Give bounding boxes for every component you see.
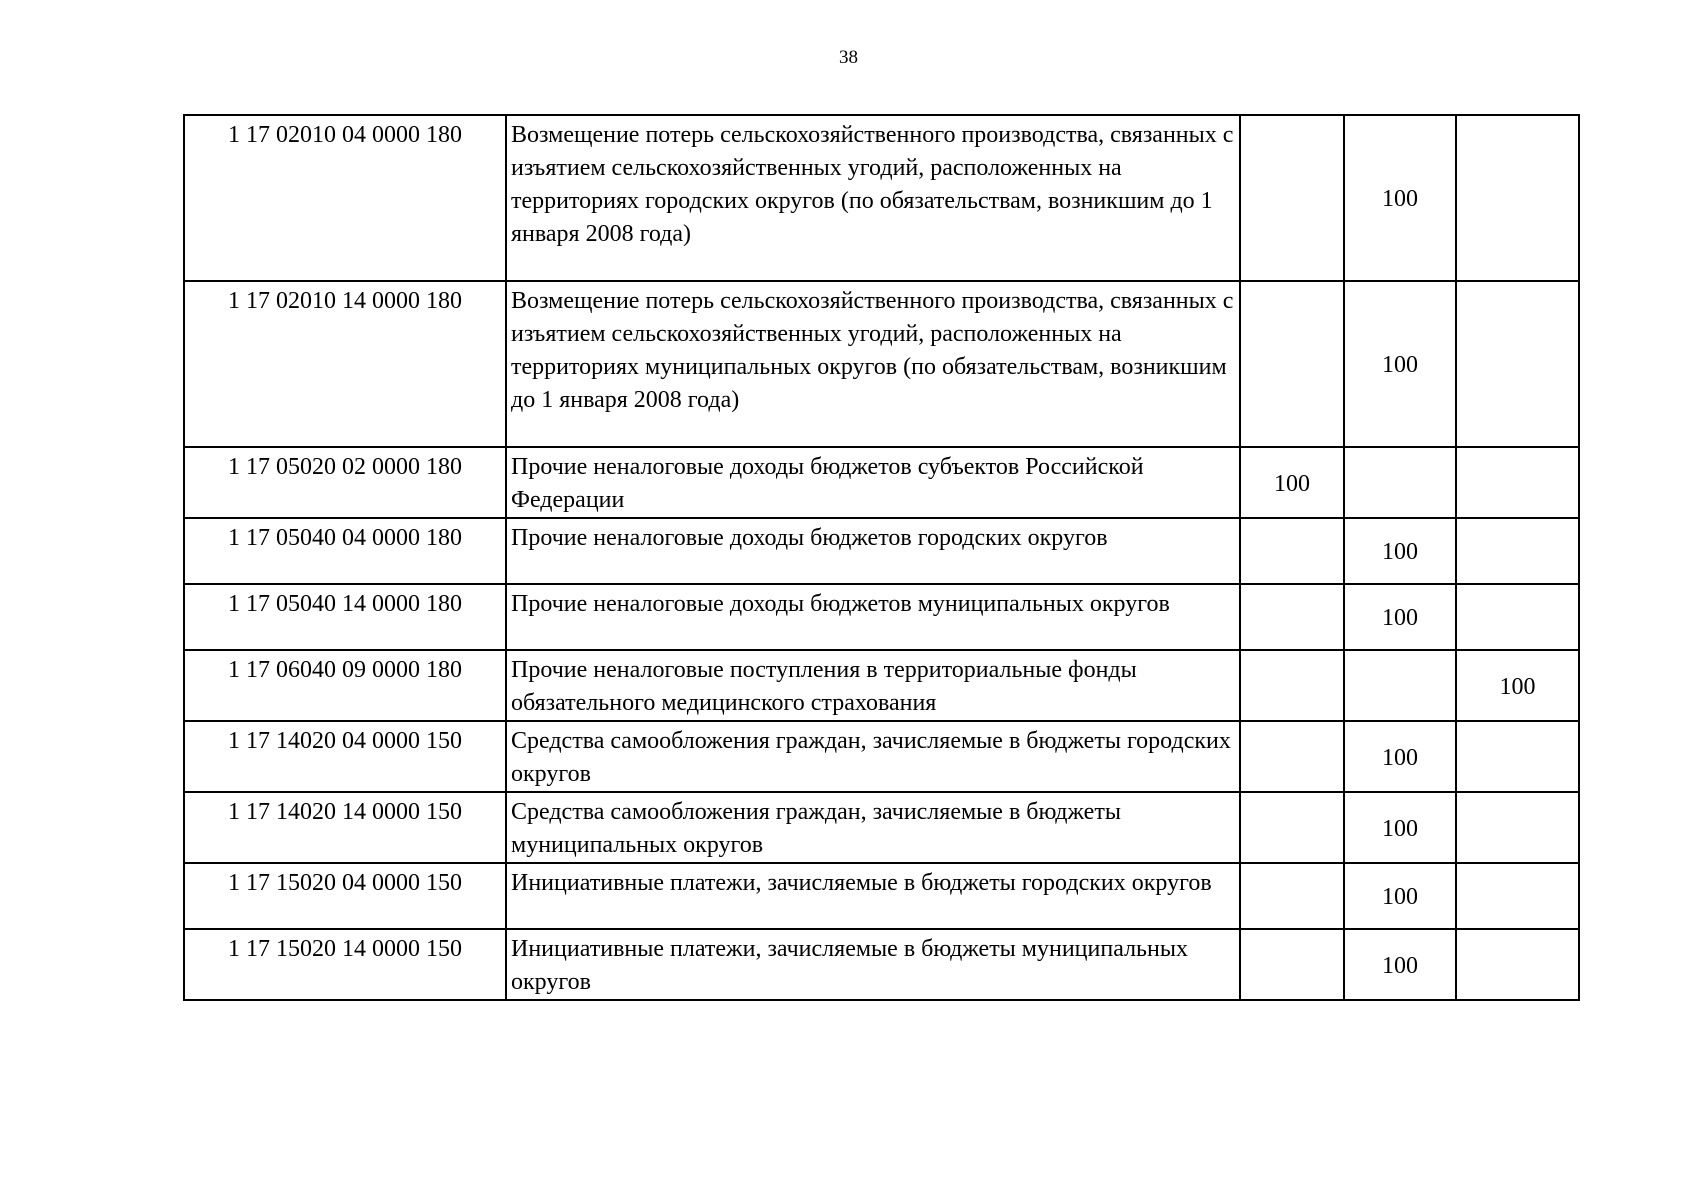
revenue-description-cell: Средства самообложения граждан, зачисляемые в бюджеты городских округов: [506, 721, 1240, 792]
norm-column-3-cell: [1456, 115, 1579, 281]
norm-column-2-cell: [1344, 447, 1456, 518]
revenue-description-cell: Возмещение потерь сельскохозяйственного производства, связанных с изъятием сельскохозяйственных угодий, расположенных на территориях муниципальных округов (по обязательствам, возникшим до 1 января 2008 года): [506, 281, 1240, 447]
budget-code-cell: 1 17 05040 04 0000 180: [184, 518, 506, 584]
norm-column-2-cell: 100: [1344, 792, 1456, 863]
norm-column-1-cell: [1240, 721, 1344, 792]
revenue-description-cell: Прочие неналоговые доходы бюджетов субъектов Российской Федерации: [506, 447, 1240, 518]
revenue-description-cell: Инициативные платежи, зачисляемые в бюджеты муниципальных округов: [506, 929, 1240, 1000]
table-row: [184, 863, 1579, 929]
budget-code-cell: 1 17 15020 04 0000 150: [184, 863, 506, 929]
budget-code-cell: 1 17 06040 09 0000 180: [184, 650, 506, 721]
norm-column-1-cell: [1240, 929, 1344, 1000]
norm-column-2-cell: 100: [1344, 929, 1456, 1000]
table-row: [184, 518, 1579, 584]
norm-column-3-cell: [1456, 584, 1579, 650]
norm-column-2-cell: 100: [1344, 281, 1456, 447]
norm-column-2-cell: 100: [1344, 518, 1456, 584]
budget-code-cell: 1 17 14020 04 0000 150: [184, 721, 506, 792]
norm-column-1-cell: [1240, 863, 1344, 929]
table-row: [184, 721, 1579, 792]
norm-column-3-cell: [1456, 281, 1579, 447]
table-row: [184, 792, 1579, 863]
norm-column-3-cell: [1456, 721, 1579, 792]
norm-column-1-cell: [1240, 518, 1344, 584]
budget-code-cell: 1 17 05020 02 0000 180: [184, 447, 506, 518]
table-row: [184, 929, 1579, 1000]
table-row: [184, 447, 1579, 518]
table-row: [184, 281, 1579, 447]
norm-column-2-cell: 100: [1344, 721, 1456, 792]
revenue-description-cell: Прочие неналоговые доходы бюджетов муниципальных округов: [506, 584, 1240, 650]
budget-code-cell: 1 17 14020 14 0000 150: [184, 792, 506, 863]
revenue-description-cell: Прочие неналоговые поступления в территориальные фонды обязательного медицинского страхования: [506, 650, 1240, 721]
norm-column-2-cell: 100: [1344, 863, 1456, 929]
norm-column-1-cell: [1240, 650, 1344, 721]
revenue-description-cell: Возмещение потерь сельскохозяйственного производства, связанных с изъятием сельскохозяйственных угодий, расположенных на территориях городских округов (по обязательствам, возникшим до 1 января 2008 года): [506, 115, 1240, 281]
norm-column-2-cell: 100: [1344, 584, 1456, 650]
budget-code-cell: 1 17 05040 14 0000 180: [184, 584, 506, 650]
norm-column-1-cell: [1240, 792, 1344, 863]
norm-column-2-cell: 100: [1344, 115, 1456, 281]
revenue-description-cell: Прочие неналоговые доходы бюджетов городских округов: [506, 518, 1240, 584]
norm-column-3-cell: [1456, 518, 1579, 584]
norm-column-2-cell: [1344, 650, 1456, 721]
norm-column-1-cell: [1240, 281, 1344, 447]
norm-column-3-cell: 100: [1456, 650, 1579, 721]
budget-code-cell: 1 17 02010 14 0000 180: [184, 281, 506, 447]
norm-column-3-cell: [1456, 929, 1579, 1000]
norm-column-3-cell: [1456, 447, 1579, 518]
table-row: [184, 584, 1579, 650]
table-row: [184, 650, 1579, 721]
revenue-distribution-table: [183, 114, 1580, 1001]
table-row: [184, 115, 1579, 281]
budget-code-cell: 1 17 02010 04 0000 180: [184, 115, 506, 281]
revenue-description-cell: Инициативные платежи, зачисляемые в бюджеты городских округов: [506, 863, 1240, 929]
norm-column-3-cell: [1456, 792, 1579, 863]
budget-code-cell: 1 17 15020 14 0000 150: [184, 929, 506, 1000]
page-number: 38: [839, 47, 858, 68]
norm-column-1-cell: 100: [1240, 447, 1344, 518]
norm-column-1-cell: [1240, 115, 1344, 281]
norm-column-3-cell: [1456, 863, 1579, 929]
norm-column-1-cell: [1240, 584, 1344, 650]
revenue-description-cell: Средства самообложения граждан, зачисляемые в бюджеты муниципальных округов: [506, 792, 1240, 863]
